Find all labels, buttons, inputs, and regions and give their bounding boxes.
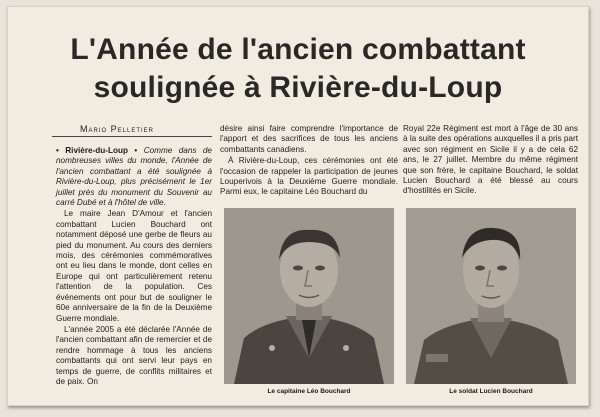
article-column-3: [403, 124, 578, 198]
portrait-photo-leo-bouchard: [224, 208, 394, 384]
photo-caption: Le capitaine Léo Bouchard: [267, 388, 351, 395]
portrait-image: [406, 208, 576, 384]
paragraph: Le maire Jean D'Amour et l'ancien combattant Lucien Bouchard ont notamment déposé une gerbe de fleurs au pied du monument. Au cours des derniers mois, des cérémonies commémoratives ont eu lieu dans le monde, dont celles en Europe qui ont particulièrement retenu l'attention de la population. Ces événements ont pour but de souligner le 60e anniversaire de la fin de la Deuxième Guerre mondiale.: [56, 209, 212, 323]
lead-paragraph: [56, 146, 212, 208]
headline-line-2: soulignée à Rivière-du-Loup: [93, 71, 503, 104]
portrait-photo-lucien-bouchard: [406, 208, 576, 384]
lead-text: Comme dans de nombreuses villes du monde, l'Année de l'ancien combattant a été soulignée à Rivière-du-Loup, plus précisément le 1er juillet près du monument du Souvenir au carré Dubé et à l'hôtel de ville.: [56, 146, 212, 208]
headline-line-1: L'Année de l'ancien combattant: [70, 33, 526, 66]
article-column-2: [220, 124, 398, 199]
paragraph: L'année 2005 a été déclarée l'Année de l'ancien combattant afin de remercier et de rendre hommage à tous les anciens combattants qui ont servi leur pays en temps de guerre, de conflits militaires et de paix. On: [56, 324, 212, 386]
byline-rule: [52, 136, 212, 137]
article-column-1: [56, 146, 212, 388]
paragraph: désire ainsi faire comprendre l'importance de l'apport et des sacrifices de tous les anciens combattants canadiens.: [220, 124, 398, 154]
paragraph: Royal 22e Régiment est mort à l'âge de 30 ans à la suite des opérations auxquelles il a pris part avec son régiment en Sicile il y a de cela 62 ans, le 27 juillet. Membre du même régiment que son frère, le capitaine Bouchard, le soldat Lucien Bouchard a été blessé au cours d'hostilités en Sicile.: [403, 124, 578, 196]
portrait-image: [224, 208, 394, 384]
photo-caption: Le soldat Lucien Bouchard: [449, 388, 533, 395]
dateline: • Rivière-du-Loup •: [56, 146, 138, 155]
paragraph: À Rivière-du-Loup, ces cérémonies ont été l'occasion de rappeler la participation de jeunes Louperivois à la Deuxième Guerre mondiale. Parmi eux, le capitaine Léo Bouchard du: [220, 156, 398, 197]
headline: [8, 31, 588, 107]
byline: Mario Pelletier: [80, 124, 155, 134]
